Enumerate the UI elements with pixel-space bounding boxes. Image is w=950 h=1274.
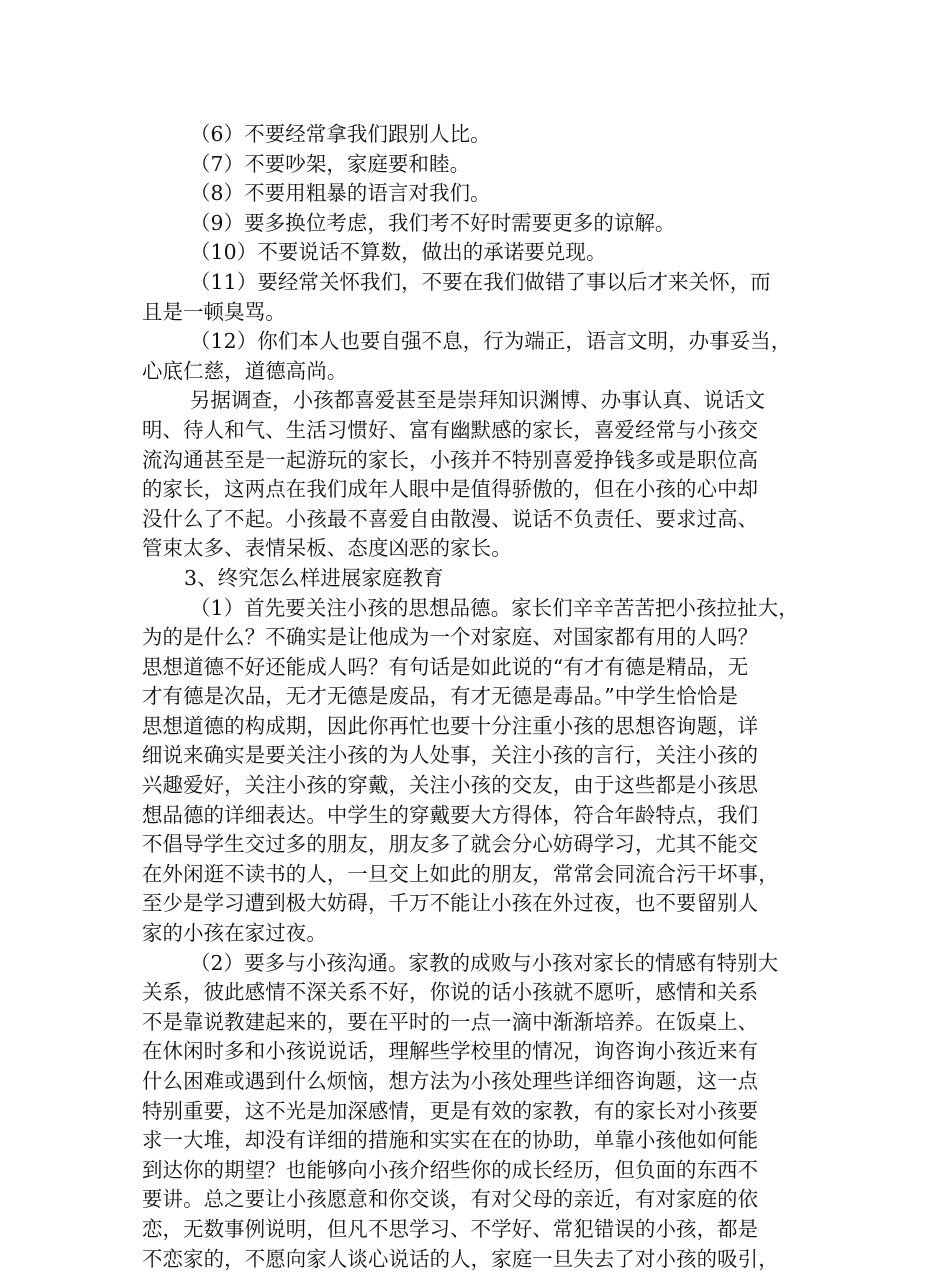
text-line: 明、待人和气、生活习惯好、富有幽默感的家长，喜爱经常与小孩交 bbox=[142, 417, 759, 442]
text-line: （8）不要用粗暴的语言对我们。 bbox=[190, 181, 491, 206]
text-line: 不倡导学生交过多的朋友，朋友多了就会分心妨碍学习，尤其不能交 bbox=[142, 832, 759, 857]
text-line: 关系，彼此感情不深关系不好，你说的话小孩就不愿听，感情和关系 bbox=[142, 980, 759, 1005]
text-line: 管束太多、表情呆板、态度凶恶的家长。 bbox=[142, 536, 512, 561]
text-line: 细说来确实是要关注小孩的为人处事，关注小孩的言行，关注小孩的 bbox=[142, 743, 759, 768]
body-text bbox=[142, 120, 826, 1274]
text-line: （7）不要吵架，家庭要和睦。 bbox=[190, 151, 471, 176]
text-line: （2）要多与小孩沟通。家教的成败与小孩对家长的情感有特别大 bbox=[190, 950, 779, 975]
text-line: （9）要多换位考虑，我们考不好时需要更多的谅解。 bbox=[190, 210, 676, 235]
text-line: 想品德的详细表达。中学生的穿戴要大方得体，符合年龄特点，我们 bbox=[142, 802, 759, 827]
text-line: 到达你的期望？也能够向小孩介绍些你的成长经历，但负面的东西不 bbox=[142, 1157, 759, 1182]
text-line: 不是靠说教建起来的，要在平时的一点一滴中渐渐培养。在饭桌上、 bbox=[142, 1009, 759, 1034]
text-line: 没什么了不起。小孩最不喜爱自由散漫、说话不负责任、要求过高、 bbox=[142, 506, 759, 531]
text-line: 恋，无数事例说明，但凡不思学习、不学好、常犯错误的小孩，都是 bbox=[142, 1216, 759, 1241]
text-line: （1）首先要关注小孩的思想品德。家长们辛辛苦苦把小孩拉扯大， bbox=[190, 595, 799, 620]
text-line: 且是一顿臭骂。 bbox=[142, 299, 286, 324]
text-line: （11）要经常关怀我们，不要在我们做错了事以后才来关怀，而 bbox=[190, 269, 771, 294]
section-heading: 3、终究怎么样进展家庭教育 bbox=[184, 565, 444, 590]
text-line: 什么困难或遇到什么烦恼，想方法为小孩处理些详细咨询题，这一点 bbox=[142, 1069, 759, 1093]
text-line: 至少是学习遭到极大妨碍，千万不能让小孩在外过夜，也不要留别人 bbox=[142, 891, 759, 916]
text-line: 思想道德的构成期，因此你再忙也要十分注重小孩的思想咨询题，详 bbox=[142, 713, 759, 738]
text-line: 特别重要，这不光是加深感情，更是有效的家教，有的家长对小孩要 bbox=[142, 1098, 759, 1123]
text-line: 兴趣爱好，关注小孩的穿戴，关注小孩的交友，由于这些都是小孩思 bbox=[142, 773, 759, 798]
text-line: 求一大堆，却没有详细的措施和实实在在的协助，单靠小孩他如何能 bbox=[142, 1128, 759, 1153]
text-line: 在外闲逛不读书的人，一旦交上如此的朋友，常常会同流合污干坏事， bbox=[142, 861, 779, 886]
text-line: 要讲。总之要让小孩愿意和你交谈，有对父母的亲近，有对家庭的依 bbox=[142, 1187, 759, 1212]
text-line: （10）不要说话不算数，做出的承诺要兑现。 bbox=[190, 240, 607, 265]
text-line: （6）不要经常拿我们跟别人比。 bbox=[190, 122, 491, 146]
text-line: 心底仁慈，道德高尚。 bbox=[142, 358, 348, 383]
text-line: 才有德是次品，无才无德是废品，有才无德是毒品。”中学生恰恰是 bbox=[142, 684, 739, 709]
text-line: 思想道德不好还能成人吗？有句话是如此说的“有才有德是精品，无 bbox=[142, 654, 749, 679]
text-line: 家的小孩在家过夜。 bbox=[142, 921, 327, 946]
text-line: 另据调查，小孩都喜爱甚至是崇拜知识渊博、办事认真、说话文 bbox=[190, 388, 766, 413]
text-line: 为的是什么？不确实是让他成为一个对家庭、对国家都有用的人吗？ bbox=[142, 625, 759, 650]
text-line: 不恋家的，不愿向家人谈心说话的人，家庭一旦失去了对小孩的吸引， bbox=[142, 1246, 779, 1271]
text-line: 流沟通甚至是一起游玩的家长，小孩并不特别喜爱挣钱多或是职位高 bbox=[142, 447, 759, 472]
text-line: 的家长，这两点在我们成年人眼中是值得骄傲的，但在小孩的心中却 bbox=[142, 477, 759, 502]
text-line: 在休闲时多和小孩说说话，理解些学校里的情况，询咨询小孩近来有 bbox=[142, 1039, 759, 1064]
text-line: （12）你们本人也要自强不息，行为端正，语言文明，办事妥当， bbox=[190, 329, 792, 354]
